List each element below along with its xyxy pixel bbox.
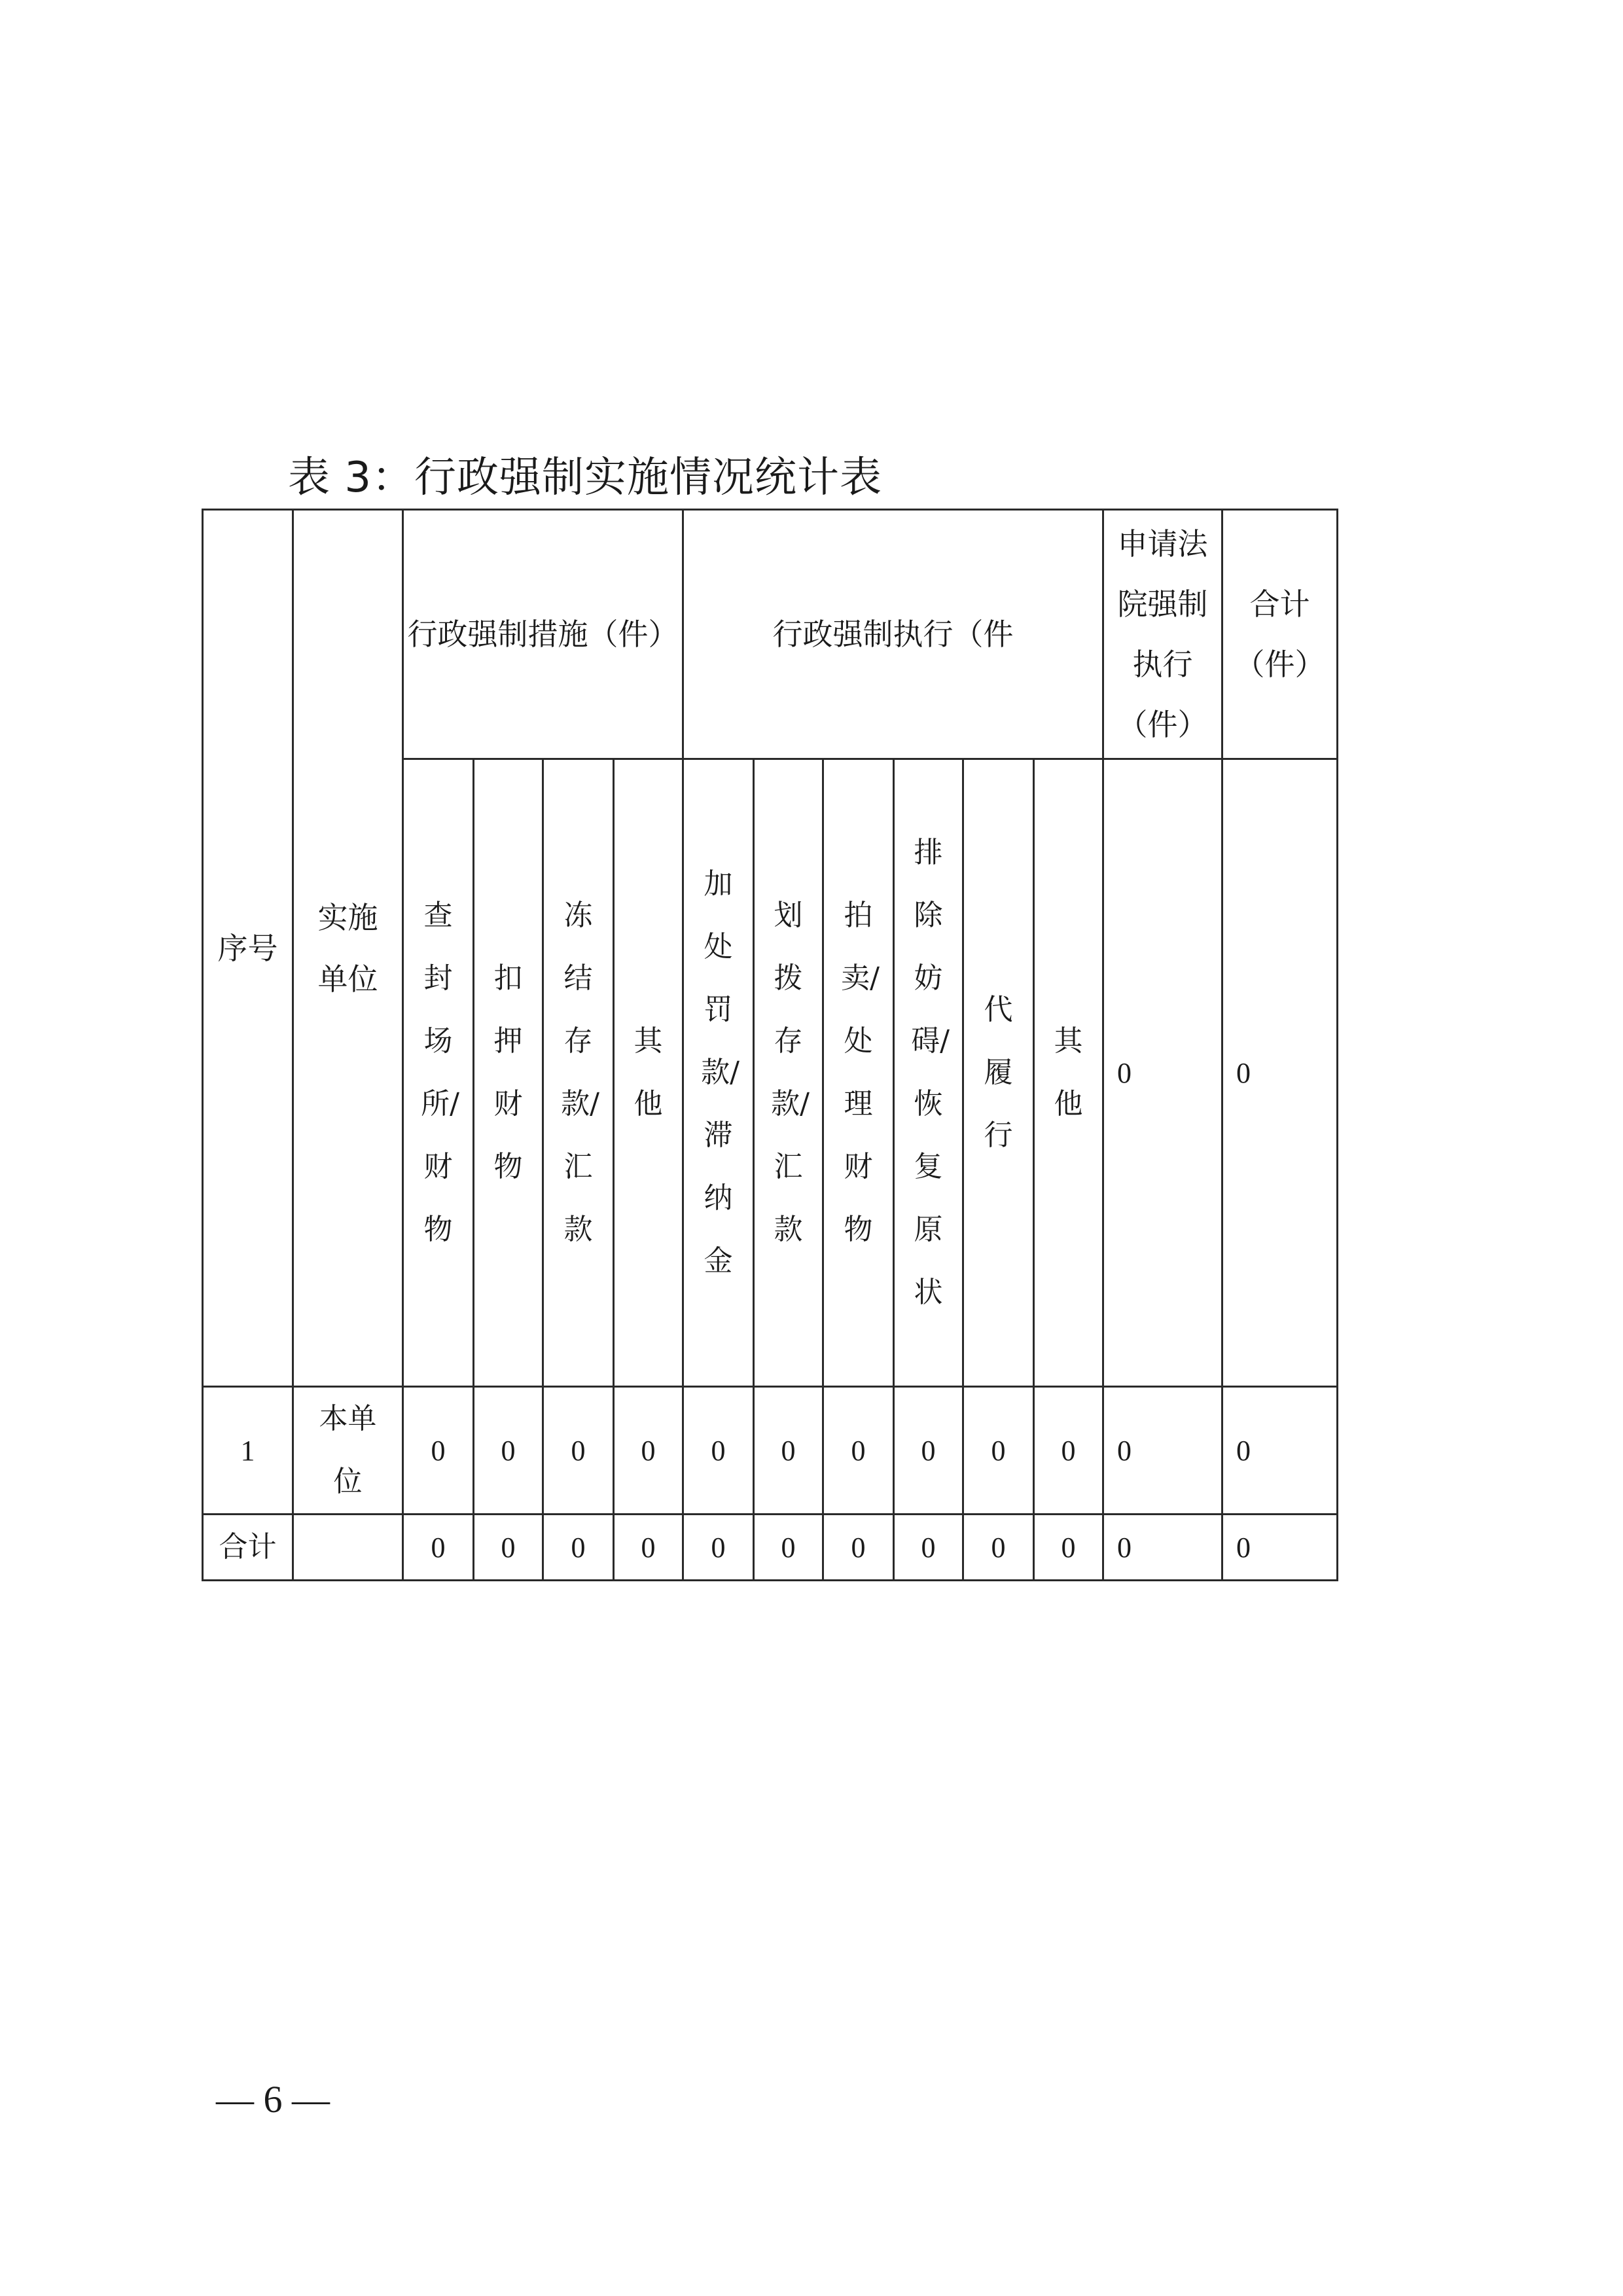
header-exec-transfer	[754, 759, 823, 1387]
table-cell: 0	[1103, 1387, 1222, 1515]
table-cell: 0	[823, 1387, 894, 1515]
header-execution-group: 行政强制执行（件	[683, 510, 1103, 759]
table-cell: 0	[474, 1387, 543, 1515]
table-cell: 0	[1034, 1387, 1103, 1515]
total-cell: 0	[894, 1515, 963, 1581]
row-seq: 1	[203, 1387, 293, 1515]
header-exec-restore-label: 排除妨碍/恢复原状	[911, 836, 950, 1309]
table-cell: 0	[754, 1387, 823, 1515]
header-exec-other-label: 其他	[1054, 1024, 1083, 1121]
header-court-value: 0	[1103, 759, 1222, 1387]
header-exec-restore	[894, 759, 963, 1387]
header-exec-auction-label: 拍卖/处理财物	[841, 899, 880, 1246]
table-row	[203, 1387, 1338, 1515]
header-measure-seize	[474, 759, 543, 1387]
total-cell: 0	[1034, 1515, 1103, 1581]
header-total-label: 合计（件）	[1234, 586, 1325, 682]
header-measures-group: 行政强制措施（件）	[403, 510, 683, 759]
header-exec-auction	[823, 759, 894, 1387]
header-measure-seal	[403, 759, 474, 1387]
total-row	[203, 1515, 1338, 1581]
page-number: — 6 —	[216, 2078, 330, 2121]
table-cell: 0	[963, 1387, 1034, 1515]
header-court-label: 申请法院强制执行（件）	[1117, 526, 1208, 742]
total-cell: 0	[1103, 1515, 1222, 1581]
table-cell: 0	[403, 1387, 474, 1515]
table-cell: 0	[1222, 1387, 1338, 1515]
total-cell: 0	[403, 1515, 474, 1581]
header-exec-fine	[683, 759, 754, 1387]
total-cell: 0	[754, 1515, 823, 1581]
total-cell: 0	[474, 1515, 543, 1581]
table-cell: 0	[543, 1387, 614, 1515]
header-measure-other	[614, 759, 683, 1387]
header-exec-other	[1034, 759, 1103, 1387]
header-measure-seize-label: 扣押财物	[493, 961, 523, 1183]
total-cell: 0	[543, 1515, 614, 1581]
header-measure-freeze-label: 冻结存款/汇款	[561, 899, 599, 1246]
total-label: 合计	[203, 1515, 293, 1581]
total-cell: 0	[823, 1515, 894, 1581]
table-cell: 0	[614, 1387, 683, 1515]
header-court	[1103, 510, 1222, 759]
table-cell: 0	[683, 1387, 754, 1515]
header-measure-freeze	[543, 759, 614, 1387]
header-total-value: 0	[1222, 759, 1338, 1387]
header-unit-label: 实施单位	[317, 899, 378, 997]
row-unit	[293, 1387, 403, 1515]
page-title: 表 3：行政强制实施情况统计表	[288, 454, 883, 502]
header-row-groups	[203, 510, 1338, 759]
total-cell: 0	[1222, 1515, 1338, 1581]
header-measure-other-label: 其他	[633, 1024, 663, 1121]
total-cell: 0	[614, 1515, 683, 1581]
header-measure-seal-label: 查封场所/财物	[421, 899, 459, 1246]
header-total	[1222, 510, 1338, 759]
header-exec-transfer-label: 划拨存款/汇款	[771, 899, 810, 1246]
statistics-table	[202, 509, 1338, 1581]
table-cell: 0	[894, 1387, 963, 1515]
total-cell: 0	[963, 1515, 1034, 1581]
total-unit-empty	[293, 1515, 403, 1581]
header-exec-substitute	[963, 759, 1034, 1387]
header-exec-fine-label: 加处罚款/滞纳金	[701, 867, 740, 1278]
header-exec-substitute-label: 代履行	[984, 993, 1013, 1152]
total-cell: 0	[683, 1515, 754, 1581]
header-seq: 序号	[203, 510, 293, 1387]
row-unit-label: 本单位	[319, 1402, 377, 1498]
header-unit	[293, 510, 403, 1387]
